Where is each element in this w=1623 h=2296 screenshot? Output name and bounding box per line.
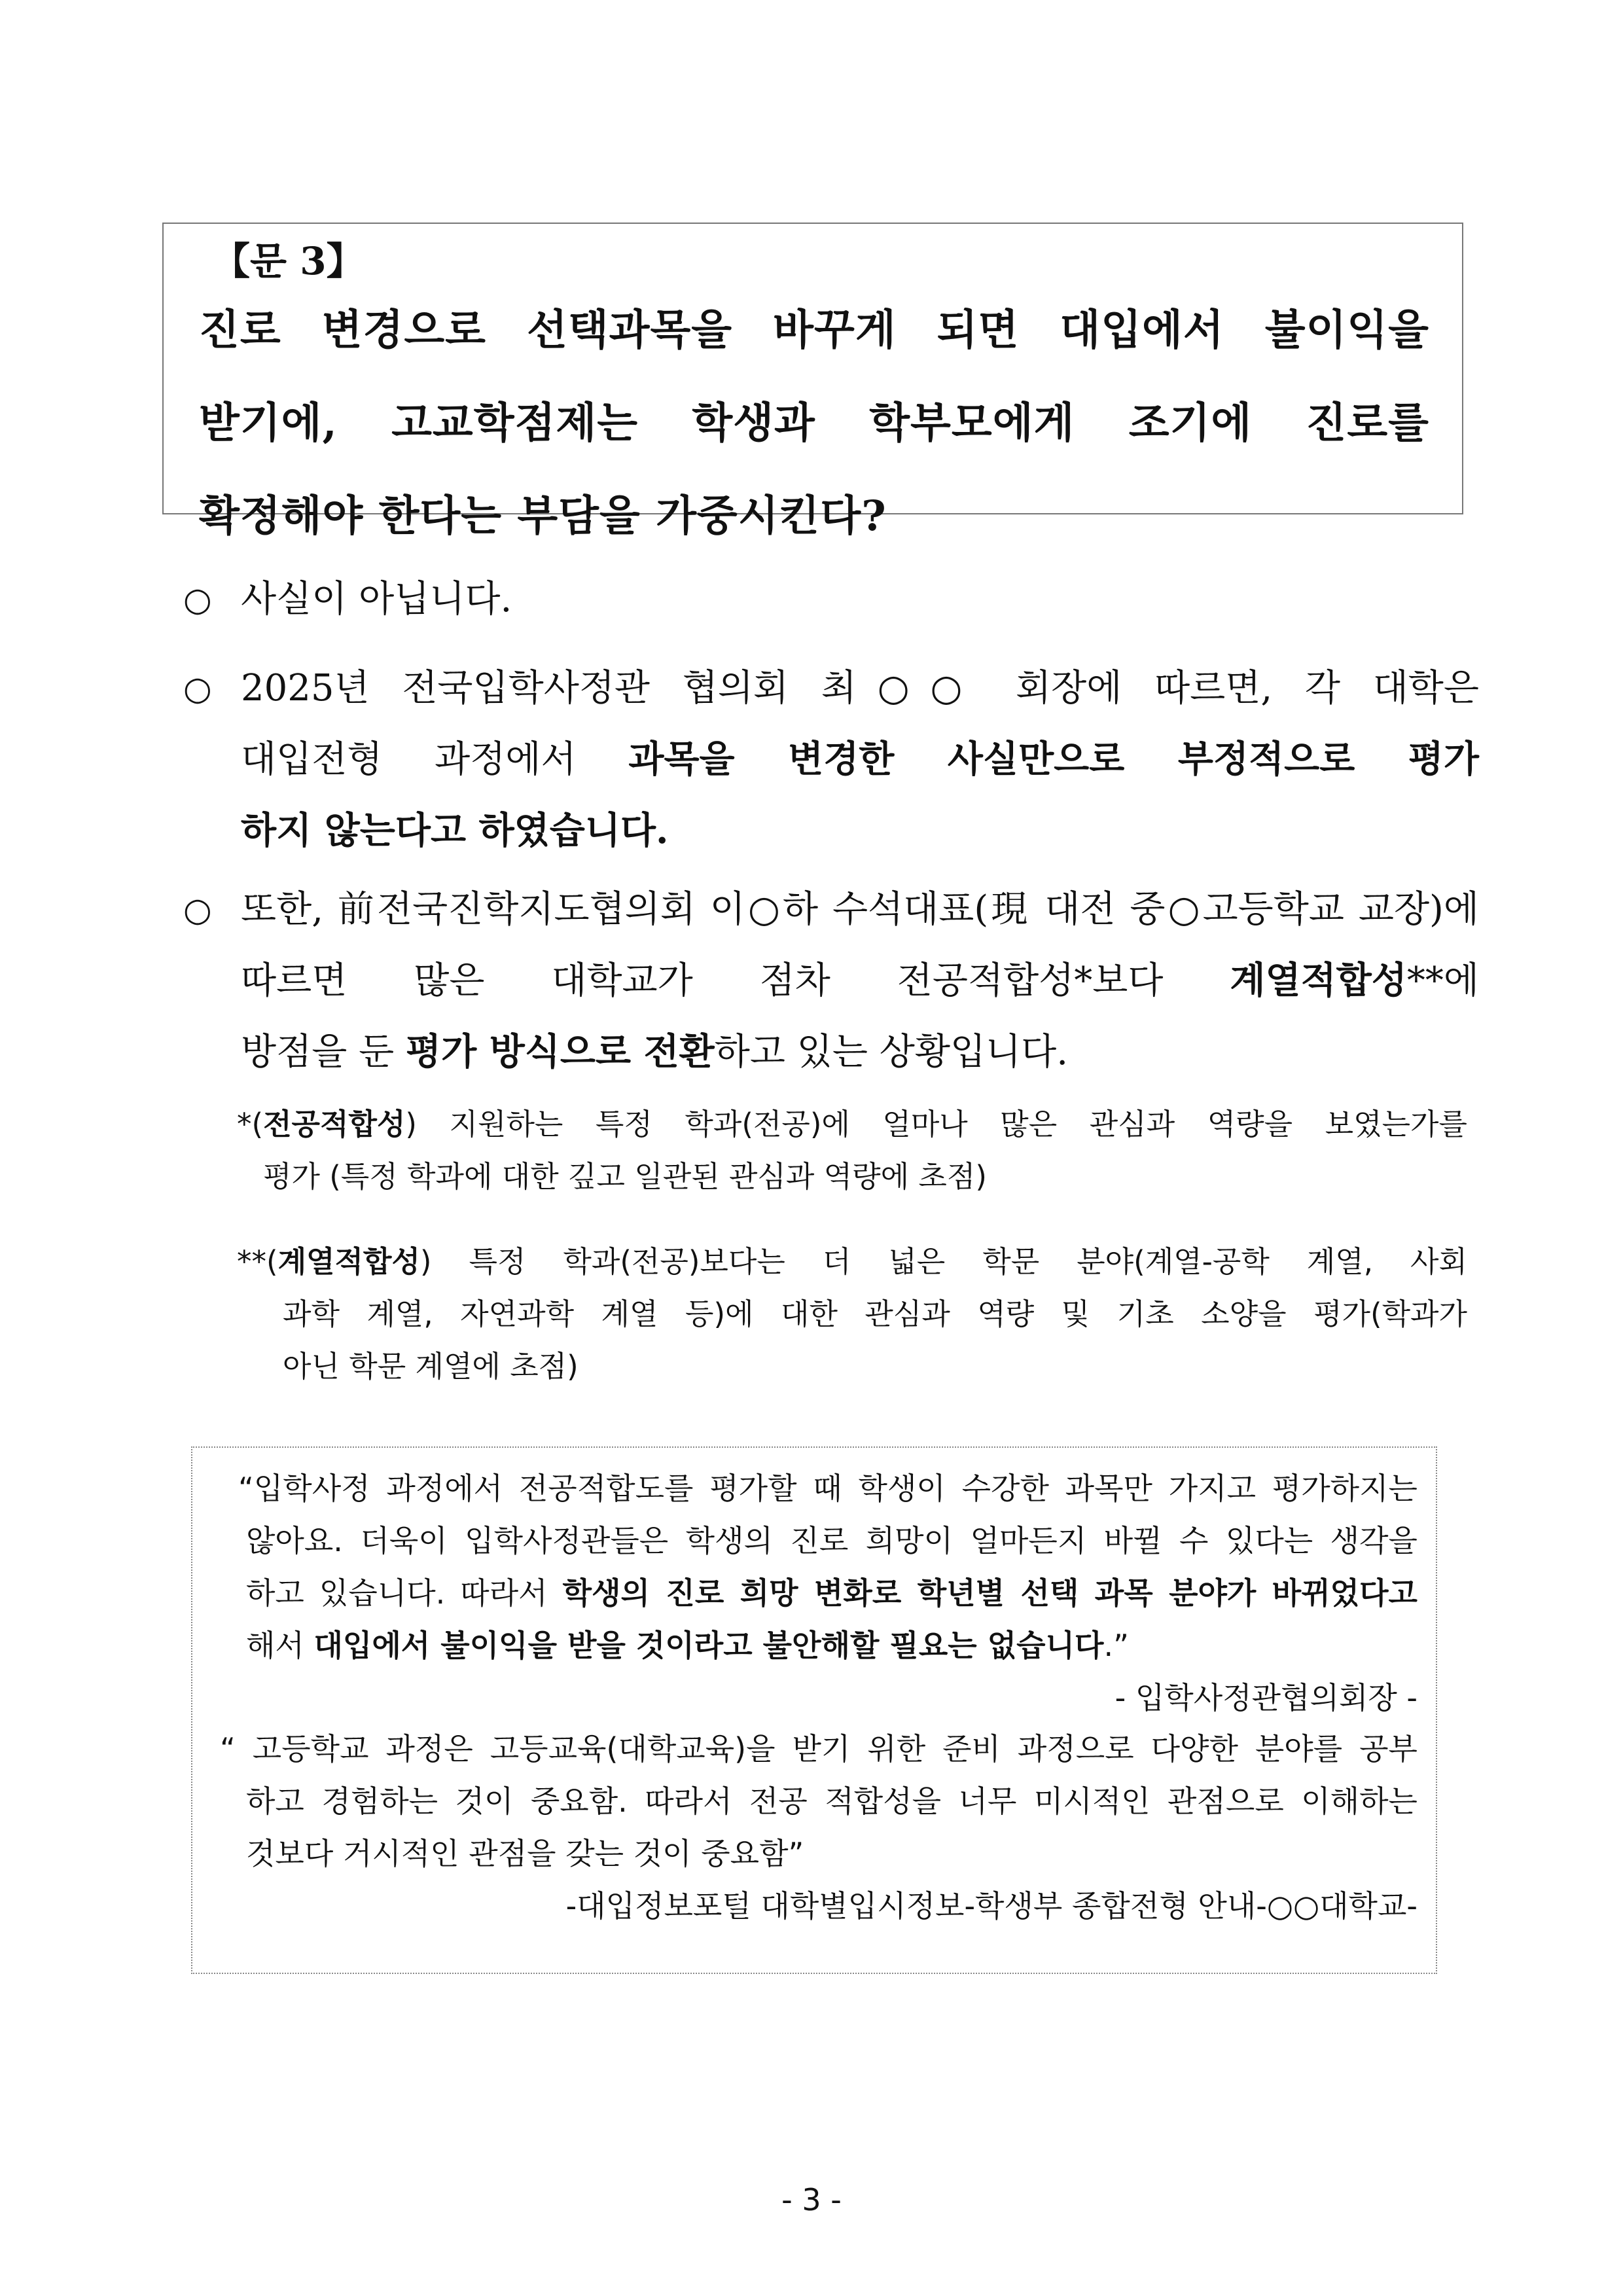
bullet-circle-icon: ○ [183, 670, 212, 708]
footnote-line [237, 1236, 1467, 1288]
bullet-text: 또한, 前전국진학지도협의회 이○하 수석대표(現 대전 중○고등학교 교장)에 [241, 888, 1479, 931]
answer-bullet-3 [183, 874, 1479, 1088]
plain-text: 하고 있는 상황입니다. [714, 1031, 1069, 1073]
question-box [162, 223, 1463, 541]
bullet-text: 사실이 아닙니다. [241, 578, 512, 620]
question-line: 받기에, 고교학점제는 학생과 학부모에게 조기에 진로를 [199, 399, 1429, 448]
bullet-text [241, 724, 1479, 795]
answer-bullet-2 [183, 653, 1479, 867]
quote-1 [238, 1462, 1418, 1724]
plain-text: 따르면 많은 대학교가 점차 전공적합성*보다 [241, 960, 1230, 1002]
plain-text: ) 지원하는 특정 학과(전공)에 얼마나 많은 관심과 역량을 보였는가를 [405, 1107, 1467, 1141]
quote-line: 않아요. 더욱이 입학사정관들은 학생의 진로 희망이 얼마든지 바뀔 수 있다는 생각을 [246, 1523, 1418, 1558]
plain-text: 대입전형 과정에서 [241, 738, 629, 781]
quote-line: “ 고등학교 과정은 고등교육(대학교육)을 받기 위한 준비 과정으로 다양한 분야를 공부 [220, 1731, 1418, 1767]
plain-text: ) 특정 학과(전공)보다는 더 넓은 학문 분야(계열-공학 계열, 사회 [419, 1244, 1467, 1279]
emphasis-text: 평가 방식으로 전환 [406, 1030, 715, 1073]
footnote-field-fit [237, 1236, 1467, 1393]
emphasis-text: 하지 않는다고 하였습니다. [241, 809, 669, 852]
emphasis-text: 과목을 변경한 사실만으로 부정적으로 평가 [628, 738, 1479, 781]
quote-box [191, 1446, 1437, 1974]
emphasis-text: 계열적합성 [1230, 959, 1407, 1002]
plain-text: **에 [1406, 960, 1479, 1002]
question-line: 진로 변경으로 선택과목을 바꾸게 되면 대입에서 불이익을 [199, 306, 1429, 355]
footnote-line: 과학 계열, 자연과학 계열 등)에 대한 관심과 역량 및 기초 소양을 평가(학과가 [283, 1297, 1467, 1331]
question-text [199, 284, 1429, 563]
page-number: - 3 - [781, 2182, 842, 2217]
bullet-text [241, 1016, 1479, 1088]
answer-bullet-1 [183, 564, 1479, 635]
bullet-text [241, 945, 1479, 1016]
question-line: 확정해야 한다는 부담을 가중시킨다? [199, 492, 887, 541]
footnote-term: 계열적합성 [277, 1244, 420, 1279]
footnote-line: 평가 (특정 학과에 대한 깊고 일관된 관심과 역량에 초점) [263, 1159, 987, 1194]
footnote-line: 아닌 학문 계열에 초점) [283, 1349, 579, 1384]
question-label: 【문 3】 [212, 239, 365, 283]
plain-text: 방점을 둔 [241, 1031, 406, 1073]
bullet-circle-icon: ○ [183, 891, 212, 929]
emphasis-text: 대입에서 불이익을 받을 것이라고 불안해할 필요는 없습니다 [313, 1628, 1104, 1663]
emphasis-text: 학생의 진로 희망 변화로 학년별 선택 과목 분야가 바뀌었다고 [562, 1575, 1418, 1611]
quote-2 [220, 1723, 1418, 1932]
bullet-text [241, 795, 1479, 867]
footnote-major-fit [237, 1098, 1467, 1203]
plain-text: **( [237, 1244, 278, 1279]
quote-source: -대입정보포털 대학별입시정보-학생부 종합전형 안내-○○대학교- [565, 1888, 1418, 1924]
quote-line [238, 1567, 1418, 1619]
quote-line [238, 1619, 1418, 1672]
bullet-text: 2025년 전국입학사정관 협의회 최○○ 회장에 따르면, 각 대학은 [241, 667, 1479, 709]
plain-text: *( [237, 1107, 264, 1141]
plain-text: 해서 [246, 1628, 314, 1663]
quote-source: - 입학사정관협의회장 - [1115, 1680, 1418, 1715]
quote-line: 것보다 거시적인 관점을 갖는 것이 중요함” [246, 1836, 804, 1871]
plain-text: 하고 있습니다. 따라서 [246, 1575, 563, 1611]
plain-text: .” [1103, 1628, 1129, 1663]
footnote-line [237, 1098, 1467, 1151]
quote-line: “입학사정 과정에서 전공적합도를 평가할 때 학생이 수강한 과목만 가지고 평가하지는 [238, 1471, 1418, 1506]
footnote-term: 전공적합성 [263, 1107, 406, 1141]
bullet-circle-icon: ○ [183, 581, 212, 619]
quote-line: 하고 경험하는 것이 중요함. 따라서 전공 적합성을 너무 미시적인 관점으로 이해하는 [246, 1784, 1418, 1819]
